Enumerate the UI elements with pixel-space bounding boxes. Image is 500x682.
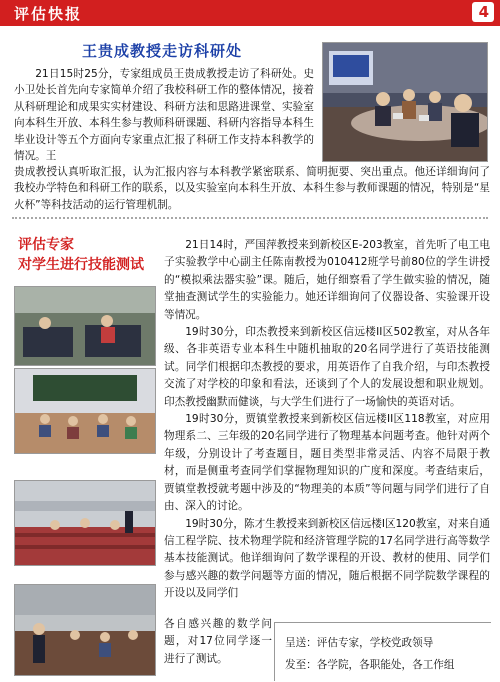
article1-title: 王贵成教授走访科研处 xyxy=(82,42,243,60)
page-number: 4 xyxy=(478,3,489,21)
article2-title-line1: 评估专家 xyxy=(18,237,74,253)
article1-body-continued: 贵成教授认真听取汇报，认为汇报内容与本科教学紧密联系、简明扼要、突出重点。他还详细询问了我校办学特色和科研工作的联系，以及实验室向本科生开放、本科生参与教师课题的情况，特别是“星火杯”等科技活动的运行管理机制。 xyxy=(14,166,490,211)
lecture-hall-photo xyxy=(14,480,156,566)
section-title: 评估快报 xyxy=(14,5,83,23)
article2-title-line2: 对学生进行技能测试 xyxy=(18,257,144,273)
article2-paragraph: 19时30分，印杰教授来到新校区信远楼II区502教室，对从各年级、各非英语专业本科生中随机抽取的20名同学进行了英语技能测试。同学们根据印杰教授的要求，用英语作了自我介绍，与印杰教授交流了对学校的印象和看法，还谈到了个人的发展设想和职业规划。印杰教授幽默而健谈，与大学生们进行了一场愉快的英语对话。 xyxy=(164,326,490,408)
distribution-box xyxy=(274,622,491,681)
students-photo xyxy=(14,584,156,676)
section-divider xyxy=(12,217,488,227)
article2-body xyxy=(164,237,490,603)
article2-title xyxy=(18,235,168,275)
classroom-photo xyxy=(14,368,156,454)
article1-body: 21日15时25分，专家组成员王贵成教授走访了科研处。史小卫处长首先向专家简单介绍了我校科研工作的整体情况，接着从科研理论和成果实实材建设、科研方法和思路进课堂、实验室向本科生开放、本科生参与教师科研课题、科研内容指导本科生毕业设计等五个方面向专家重点汇报了科研工作支持本科教学的情况。王 xyxy=(14,68,314,163)
article2-paragraph: 19时30分，贾镇堂教授来到新校区信远楼II区118教室，对应用物理系二、三年级的20名同学进行了物理基本问题考查。他针对两个年级，分别设计了考查题目，题目类型非常灵活、内容不局限于教材，而是侧重考查同学们掌握物理知识的广度和深度。考查结束后，贾镇堂教授就考题中涉及的“物理美的本质”等问题与同学们进行了自由、深入的讨论。 xyxy=(164,413,490,513)
article2-tail: 各自感兴趣的数学问题，对17位同学逐一进行了测试。 xyxy=(164,618,272,665)
article2-paragraph: 19时30分，陈才生教授来到新校区信远楼Ⅰ区120教室，对来自通信工程学院、技术物理学院和经济管理学院的17名同学进行高等数学基本技能测试。他详细询问了数学课程的开设、教材的使用、同学们参与感兴趣的数学问题等方面的情况，随后根据不同学院数学课程的开设以及同学们 xyxy=(164,517,490,600)
report-to: 呈送：评估专家，学校党政领导 xyxy=(285,637,434,649)
meeting-photo xyxy=(322,42,488,162)
send-to: 发至：各学院，各职能处，各工作组 xyxy=(285,659,455,671)
article2-paragraph: 21日14时，严国萍教授来到新校区E-203教室，首先听了电工电子实验教学中心副主任陈南教授为010412班学号前80位的学生讲授的“模拟乘法器实验”课。随后，她仔细察看了学生做实验的情况，随堂抽查测试学生的实验能力。她还详细询问了仪器设备、实验课开设等情况。 xyxy=(164,239,490,321)
lab-photo xyxy=(14,286,156,366)
